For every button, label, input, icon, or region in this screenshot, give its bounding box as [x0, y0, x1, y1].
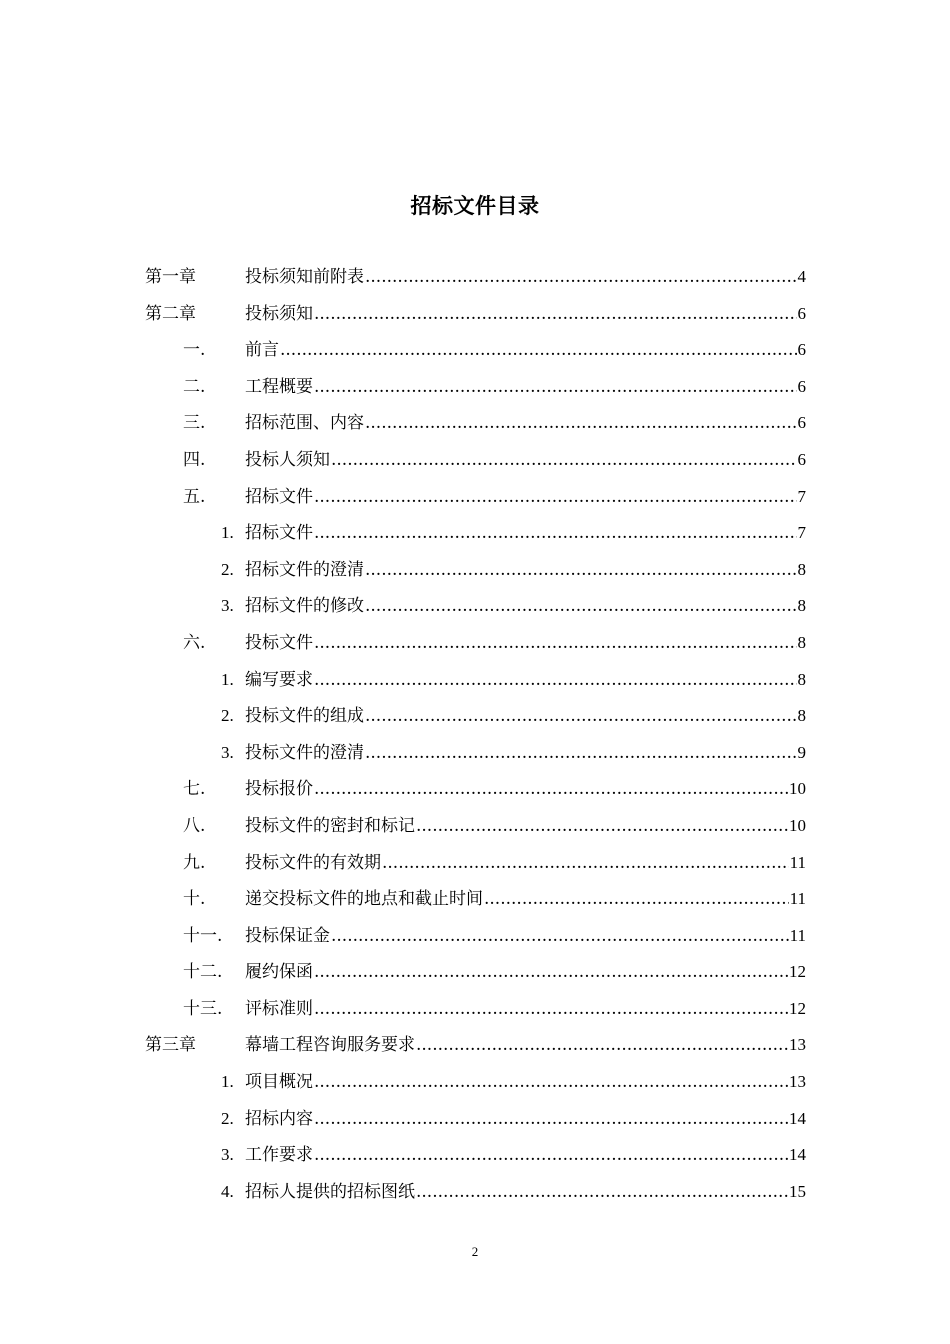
- toc-entry-label: 投标报价: [245, 779, 313, 800]
- toc-entry-number: 一.: [183, 340, 206, 361]
- toc-entry-line: [245, 1027, 806, 1064]
- toc-entry-line: [245, 296, 806, 333]
- toc-entry-number: 1.: [221, 1072, 234, 1092]
- toc-entry[interactable]: [0, 918, 950, 955]
- toc-entry-page: 6: [797, 413, 806, 433]
- toc-entry-line: [245, 442, 806, 479]
- toc-entry-page: 13: [789, 1035, 806, 1055]
- toc-entry-page: 13: [789, 1072, 806, 1092]
- toc-leader-dots: [365, 405, 797, 442]
- toc-entry-page: 12: [789, 962, 806, 982]
- toc-entry-line: [245, 698, 806, 735]
- toc-entry-line: [245, 332, 806, 369]
- toc-entry-number: 第二章: [145, 303, 196, 324]
- toc-entry-label: 评标准则: [245, 998, 313, 1019]
- toc-entry-number: 第三章: [145, 1035, 196, 1056]
- toc-entry[interactable]: [0, 1174, 950, 1211]
- toc-entry-line: [245, 662, 806, 699]
- toc-entry[interactable]: [0, 479, 950, 516]
- toc-entry[interactable]: [0, 845, 950, 882]
- toc-entry-number: 3.: [221, 1145, 234, 1165]
- toc-entry-number: 2.: [221, 1108, 234, 1128]
- toc-entry-page: 8: [797, 669, 806, 689]
- toc-entry[interactable]: [0, 1064, 950, 1101]
- toc-entry-label: 投标文件的组成: [245, 706, 364, 727]
- toc-entry[interactable]: [0, 662, 950, 699]
- page-number: 2: [471, 1244, 479, 1259]
- toc-entry[interactable]: [0, 1101, 950, 1138]
- toc-entry-page: 7: [797, 486, 806, 506]
- toc-entry-number: 3.: [221, 742, 234, 762]
- toc-entry-page: 6: [797, 303, 806, 323]
- toc-entry[interactable]: [0, 808, 950, 845]
- toc-leader-dots: [314, 369, 797, 406]
- toc-entry[interactable]: [0, 625, 950, 662]
- toc-leader-dots: [314, 954, 788, 991]
- toc-leader-dots: [416, 1174, 788, 1211]
- toc-entry[interactable]: [0, 954, 950, 991]
- toc-entry-line: [245, 808, 806, 845]
- toc-entry-label: 投标人须知: [245, 449, 330, 470]
- toc-entry-page: 15: [789, 1181, 806, 1201]
- toc-leader-dots: [416, 808, 788, 845]
- toc-entry-line: [245, 479, 806, 516]
- toc-leader-dots: [314, 515, 797, 552]
- toc-leader-dots: [365, 259, 797, 296]
- toc-entry-label: 投标文件的有效期: [245, 852, 381, 873]
- toc-leader-dots: [365, 735, 797, 772]
- toc-entry[interactable]: [0, 332, 950, 369]
- toc-entry-page: 11: [789, 889, 806, 909]
- toc-entry-line: [245, 515, 806, 552]
- toc-entry[interactable]: [0, 296, 950, 333]
- toc-entry-line: [245, 369, 806, 406]
- toc-entry-label: 幕墙工程咨询服务要求: [245, 1035, 415, 1056]
- toc-entry-number: 第一章: [145, 267, 196, 287]
- toc-entry-page: 6: [797, 340, 806, 360]
- toc-entry-line: [245, 954, 806, 991]
- toc-leader-dots: [365, 698, 797, 735]
- toc-entry-number: 3.: [221, 596, 234, 616]
- toc-entry-line: [245, 991, 806, 1028]
- toc-entry[interactable]: [0, 1027, 950, 1064]
- toc-entry-page: 4: [797, 267, 806, 286]
- toc-entry-line: [245, 771, 806, 808]
- toc-entry-page: 8: [797, 559, 806, 579]
- toc-entry-label: 招标人提供的招标图纸: [245, 1181, 415, 1202]
- toc-entry-number: 八.: [183, 815, 206, 836]
- toc-entry[interactable]: [0, 991, 950, 1028]
- toc-leader-dots: [314, 771, 788, 808]
- toc-entry-page: 10: [789, 815, 806, 835]
- toc-entry-page: 11: [789, 925, 806, 945]
- toc-entry-page: 8: [797, 596, 806, 616]
- toc-leader-dots: [382, 845, 789, 882]
- toc-leader-dots: [314, 991, 788, 1028]
- toc-entry-number: 九.: [183, 852, 206, 873]
- toc-entry-line: [245, 588, 806, 625]
- toc-entry-label: 投标须知: [245, 303, 313, 324]
- toc-entry[interactable]: [0, 771, 950, 808]
- toc-entry-label: 投标文件的澄清: [245, 742, 364, 763]
- toc-leader-dots: [280, 332, 797, 369]
- toc-entry-page: 8: [797, 706, 806, 726]
- toc-entry-label: 工程概要: [245, 376, 313, 397]
- toc-entry-number: 1.: [221, 669, 234, 689]
- toc-entry-label: 投标文件: [245, 632, 313, 653]
- toc-entry-number: 七.: [183, 779, 206, 800]
- toc-entry-line: [245, 625, 806, 662]
- toc-entry-line: [245, 881, 806, 918]
- toc-entry[interactable]: [0, 881, 950, 918]
- toc-entry[interactable]: [0, 259, 950, 296]
- toc-leader-dots: [365, 552, 797, 589]
- toc-leader-dots: [331, 442, 797, 479]
- toc-entry-label: 项目概况: [245, 1072, 313, 1093]
- toc-entry-line: [245, 1174, 806, 1211]
- toc-entry-page: 11: [789, 852, 806, 872]
- toc-entry-number: 2.: [221, 706, 234, 726]
- toc-entry-label: 招标文件: [245, 486, 313, 507]
- toc-entry-line: [245, 552, 806, 589]
- toc-leader-dots: [314, 662, 797, 699]
- toc-entry-number: 十二.: [183, 962, 223, 983]
- toc-entry-label: 招标文件的修改: [245, 596, 364, 617]
- toc-entry[interactable]: [0, 588, 950, 625]
- toc-entry[interactable]: [0, 405, 950, 442]
- toc-entry-line: [245, 1101, 806, 1138]
- toc-entry-label: 投标须知前附表: [245, 267, 364, 287]
- toc-leader-dots: [484, 881, 789, 918]
- toc-entry-label: 投标文件的密封和标记: [245, 815, 415, 836]
- toc-entry-page: 9: [797, 742, 806, 762]
- toc-entry-number: 十三.: [183, 998, 223, 1019]
- toc-entry-line: [245, 1064, 806, 1101]
- toc-entry-label: 递交投标文件的地点和截止时间: [245, 889, 483, 910]
- toc-leader-dots: [314, 625, 797, 662]
- toc-entry[interactable]: [0, 1137, 950, 1174]
- toc-entry-number: 五.: [183, 486, 206, 507]
- toc-entry-line: [245, 405, 806, 442]
- toc-entry-line: [245, 259, 806, 296]
- toc-entry-label: 招标内容: [245, 1108, 313, 1129]
- toc-entry-page: 6: [797, 449, 806, 469]
- document-title: 招标文件目录: [410, 194, 540, 218]
- toc-entry[interactable]: [0, 442, 950, 479]
- toc-entry[interactable]: [0, 515, 950, 552]
- toc-entry-number: 1.: [221, 523, 234, 543]
- toc-entry-label: 投标保证金: [245, 925, 330, 946]
- toc-entry-number: 4.: [221, 1181, 234, 1201]
- toc-entry-page: 6: [797, 376, 806, 396]
- toc-entry-page: 7: [797, 523, 806, 543]
- toc-entry-page: 10: [789, 779, 806, 799]
- toc-leader-dots: [314, 479, 797, 516]
- toc-entry-number: 十一.: [183, 925, 223, 946]
- toc-entry-label: 招标文件: [245, 523, 313, 544]
- toc-entry-number: 四.: [183, 449, 206, 470]
- toc-entry-page: 8: [797, 632, 806, 652]
- toc-entry-number: 2.: [221, 559, 234, 579]
- toc-leader-dots: [314, 1101, 788, 1138]
- toc-entry-label: 履约保函: [245, 962, 313, 983]
- toc-entry-label: 工作要求: [245, 1145, 313, 1166]
- toc-entry-line: [245, 735, 806, 772]
- table-of-contents: [0, 259, 950, 1210]
- toc-entry[interactable]: [0, 552, 950, 589]
- toc-entry-line: [245, 1137, 806, 1174]
- toc-entry-line: [245, 918, 806, 955]
- toc-entry-page: 14: [789, 1108, 806, 1128]
- toc-entry[interactable]: [0, 698, 950, 735]
- toc-entry-label: 编写要求: [245, 669, 313, 690]
- toc-leader-dots: [314, 296, 797, 333]
- toc-entry-number: 三.: [183, 413, 206, 434]
- toc-entry-page: 14: [789, 1145, 806, 1165]
- toc-leader-dots: [365, 588, 797, 625]
- toc-leader-dots: [416, 1027, 788, 1064]
- toc-entry-page: 12: [789, 998, 806, 1018]
- toc-entry-number: 十.: [183, 889, 206, 910]
- toc-entry-label: 前言: [245, 340, 279, 361]
- toc-leader-dots: [331, 918, 789, 955]
- toc-entry-number: 二.: [183, 376, 206, 397]
- toc-leader-dots: [314, 1137, 788, 1174]
- toc-entry-label: 招标文件的澄清: [245, 559, 364, 580]
- toc-entry-number: 六.: [183, 632, 206, 653]
- toc-entry[interactable]: [0, 735, 950, 772]
- toc-entry-line: [245, 845, 806, 882]
- toc-leader-dots: [314, 1064, 788, 1101]
- toc-entry-label: 招标范围、内容: [245, 413, 364, 434]
- toc-entry[interactable]: [0, 369, 950, 406]
